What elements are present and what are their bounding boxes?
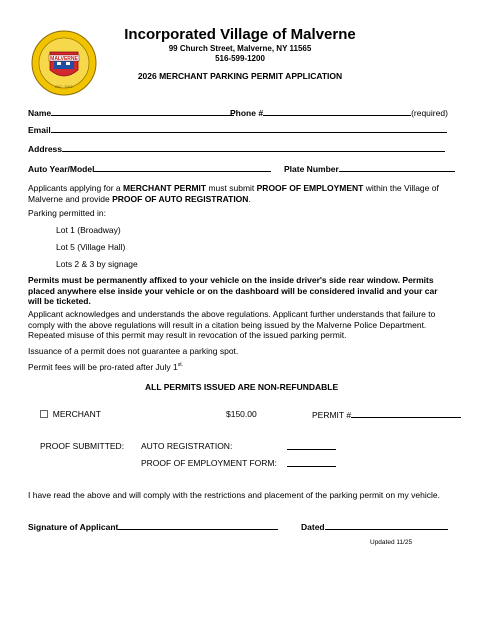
name-label: Name bbox=[28, 108, 52, 118]
proof-label: PROOF SUBMITTED: bbox=[40, 441, 125, 451]
required-note: (required) bbox=[411, 108, 448, 118]
updated-note: Updated 11/25 bbox=[370, 539, 413, 546]
intro-paragraph: Applicants applying for a MERCHANT PERMIT must submit PROOF OF EMPLOYMENT within the Village of Malverne and provide PROOF OF AUTO REGISTRATION. bbox=[28, 183, 439, 204]
permit-number-row bbox=[312, 409, 461, 420]
org-phone: 516-599-1200 bbox=[215, 54, 265, 63]
signature-label: Signature of Applicant bbox=[28, 522, 119, 532]
registration-check-line[interactable] bbox=[287, 449, 336, 450]
lot-item: Lot 5 (Village Hall) bbox=[56, 242, 126, 252]
auto-label: Auto Year/Model bbox=[28, 164, 95, 174]
plate-label: Plate Number bbox=[284, 164, 339, 174]
acknowledge-paragraph: Applicant acknowledges and understands the above regulations. Applicant further understands that failure to comply with the above regulations will result in a citation being issued by the Malverne Police Department. Repeated misuse of this permit may result in revocation of the issued parking permit. bbox=[28, 309, 436, 340]
signature-row bbox=[28, 521, 278, 532]
permit-number-field[interactable] bbox=[351, 409, 461, 418]
employment-check-line[interactable] bbox=[287, 466, 336, 467]
auto-field[interactable] bbox=[94, 163, 271, 172]
permit-number-label: PERMIT # bbox=[312, 410, 352, 420]
email-field[interactable] bbox=[51, 124, 447, 133]
phone-label: Phone # bbox=[230, 108, 264, 118]
proof-item-employment: PROOF OF EMPLOYMENT FORM: bbox=[141, 458, 277, 468]
email-label: Email bbox=[28, 125, 51, 135]
merchant-checkbox[interactable] bbox=[40, 410, 48, 418]
parking-label: Parking permitted in: bbox=[28, 208, 106, 218]
svg-text:INC. 1921: INC. 1921 bbox=[54, 84, 74, 89]
phone-row bbox=[230, 107, 448, 118]
dated-row bbox=[301, 521, 448, 532]
nonrefund-notice: ALL PERMITS ISSUED ARE NON-REFUNDABLE bbox=[145, 382, 339, 392]
proof-item-registration: AUTO REGISTRATION: bbox=[141, 441, 233, 451]
plate-field[interactable] bbox=[339, 163, 455, 172]
permit-type: MERCHANT bbox=[52, 409, 101, 419]
dated-field[interactable] bbox=[325, 521, 448, 530]
lot-item: Lots 2 & 3 by signage bbox=[56, 259, 138, 269]
prorate-text: Permit fees will be pro-rated after July $1^{st.}$ bbox=[28, 362, 184, 372]
address-field[interactable] bbox=[62, 143, 445, 152]
address-label: Address bbox=[28, 144, 63, 154]
name-field[interactable] bbox=[51, 107, 234, 116]
guarantee-text: Issuance of a permit does not guarantee a parking spot. bbox=[28, 346, 239, 356]
name-row bbox=[28, 107, 234, 118]
compliance-statement: I have read the above and will comply with the restrictions and placement of the parking permit on my vehicle. bbox=[28, 490, 440, 500]
plate-row bbox=[284, 163, 455, 174]
org-address: 99 Church Street, Malverne, NY 11565 bbox=[168, 44, 312, 53]
lot-item: Lot 1 (Broadway) bbox=[56, 225, 121, 235]
signature-field[interactable] bbox=[118, 521, 278, 530]
email-row bbox=[28, 124, 447, 135]
org-name: Incorporated Village of Malverne bbox=[124, 26, 356, 43]
warning-paragraph: Permits must be permanently affixed to your vehicle on the inside driver's side rear window. Permits placed anywhere else inside your vehicle or on the dashboard will be considered invalid and your car will be ticketed. bbox=[28, 275, 438, 306]
permit-fee: $150.00 bbox=[226, 409, 257, 419]
auto-row bbox=[28, 163, 271, 174]
svg-text:MALVERNE: MALVERNE bbox=[50, 56, 78, 62]
merchant-option[interactable] bbox=[40, 409, 101, 419]
address-row bbox=[28, 143, 445, 154]
dated-label: Dated bbox=[301, 522, 325, 532]
form-title: 2026 MERCHANT PARKING PERMIT APPLICATION bbox=[137, 71, 343, 81]
phone-field[interactable] bbox=[263, 107, 411, 116]
